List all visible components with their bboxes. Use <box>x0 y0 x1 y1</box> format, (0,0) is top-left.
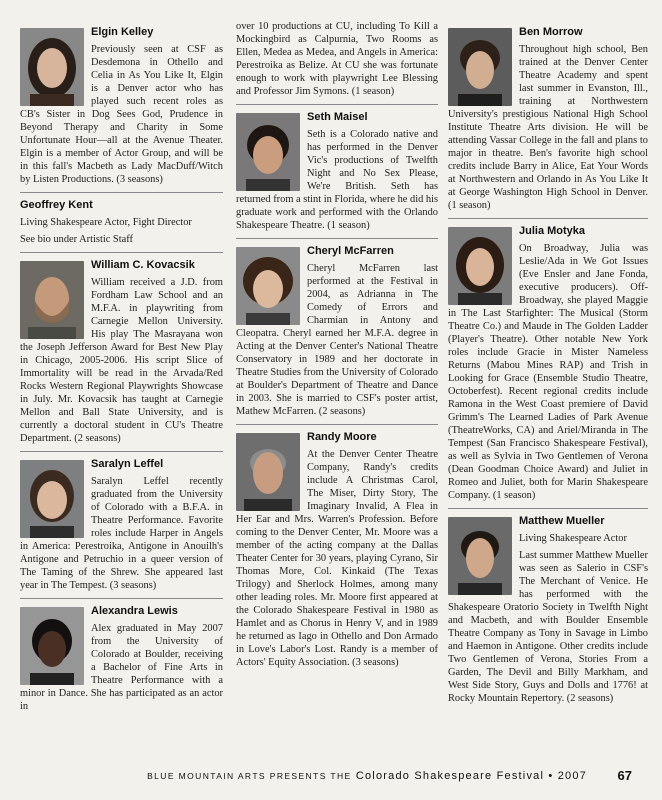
bio-name: Matthew Mueller <box>519 515 605 527</box>
bio-text: Seth is a Colorado native and has performed in the Denver Vic's productions of Twelfth Night and No Sex Please, We're British. Seth has returned from a stint in Florida, where he did his graduate work and performed with the Orlando Shakespeare Theatre. (1 season) <box>236 129 438 231</box>
bio-text: Throughout high school, Ben trained at the Denver Center Theatre Academy and spent last summer in Evanston, Ill., training at Northwestern University's prestigious National High School Institute Theatre Arts division. He will be attending Vassar College in the fall and plans to major in theatre. Ben's favorite high school credits include Barry in Alice, Eat Your Words at Northwestern and Orlando in As You Like It at George Washington High School in Denver. (1 season) <box>448 44 648 211</box>
bio-name: Geoffrey Kent <box>20 199 93 211</box>
bio-text: On Broadway, Julia was Leslie/Ada in We Got Issues (Eve Ensler and Jane Fonda, executive producers). Off-Broadway, she played Maggie in The Last Starfighter: The Musical (Storm Theatre Co.) and Maude in The Golden Ladder (Player's Theatre). Other notable New York roles include Gracie in Mister Nameless Returns (Mabou Mines RAP) and Trish in Looking for Grace (Ensemble Studio Theatre, Octoberfest). Recent regional credits include Ramona in the West Coast premiere of David Grimm's The Learned Ladies of Park Avenue (TheatreWorks, CA) and Ariel/Miranda in The Tempest (San Francisco Shakespeare Festival), as well as Sylvia in Two Gentlemen of Verona (Dean Goodman Choice Award) and Juliet in Romeo and Juliet, both for Marin Shakespeare Company. (1 season) <box>448 243 648 501</box>
bio-name: Julia Motyka <box>519 225 586 237</box>
footer-bullet: • <box>548 770 554 782</box>
bio-name: Ben Morrow <box>519 26 583 38</box>
headshot-saralyn-leffel <box>20 460 84 538</box>
divider <box>236 238 438 239</box>
footer-year: 2007 <box>557 770 587 782</box>
bio-text: William received a J.D. from Fordham Law School and an M.F.A. in playwriting from Carnegie Mellon University. His play The Masrayana won the Joseph Jefferson Award for Best New Play in Chicago, 2005-2006. His script Slice of Immortality will be read in the Arvada/Red Rocks Western Regional Playwrights Showcase in July. Mr. Kovacsik has taught at Carnegie Mellon and Ball State University, and is currently a doctoral student in CU's Theatre Department. (2 seasons) <box>20 277 223 444</box>
bio-text: over 10 productions at CU, including To Kill a Mockingbird as Calpurnia, Two Rooms as Ellen, Medea as Medea, and Angels in America: Perestroika as Belize. At CU she was fortunate enough to work with playwright Lee Blessing and Professor Jim Symons. (1 season) <box>236 21 438 97</box>
bio-julia-motyka <box>448 225 648 502</box>
footer-festival: Colorado Shakespeare Festival <box>355 770 545 782</box>
page-number: 67 <box>617 768 632 783</box>
divider <box>20 451 223 452</box>
bio-role: Living Shakespeare Actor <box>519 533 627 544</box>
footer-credit <box>147 770 587 782</box>
headshot-seth-maisel <box>236 113 300 191</box>
bio-alexandra-lewis <box>20 605 223 713</box>
column-3 <box>448 20 648 705</box>
page-footer <box>0 767 642 789</box>
divider <box>448 508 648 509</box>
footer-presents: BLUE MOUNTAIN ARTS PRESENTS THE <box>147 771 352 781</box>
bio-text: At the Denver Center Theatre Company, Randy's credits include A Christmas Carol, The Miser, Dirty Story, The Imaginary Invalid, A Flea in Her Ear and Mrs. Warren's Profession. Before coming to the Denver Center, Mr. Moore was a member of the acting company at the Dallas Theater Center for 30 years, playing Cyrano, Sir Thomas More, Col. Kinkaid (The Texas Trilogy) and Sherlock Holmes, among many other leading roles. Mr. Moore first appeared at the Colorado Shakespeare Festival in 1980 as Hamlet and as Chorus in Henry V, and in 1989 he returned as Iago in Othello and Don Armado in Love's Labor's Lost. Randy is a member of Actors' Equity Association. (3 seasons) <box>236 449 438 668</box>
bio-name: Cheryl McFarren <box>307 245 394 257</box>
bio-ben-morrow <box>448 26 648 212</box>
bio-name: William C. Kovacsik <box>91 259 195 271</box>
headshot-randy-moore <box>236 433 300 511</box>
headshot-alexandra-lewis <box>20 607 84 685</box>
bio-text: Last summer Matthew Mueller was seen as Salerio in CSF's The Merchant of Venice. He has performed with the Shakespeare Oratorio Society in Twelfth Night and Macbeth, and with Boulder Ensemble Theatre Company as Tony in Savage in Limbo and Haemon in Antigone. Other credits include Two Gentlemen of Verona, Stories From a Garden, The Devil and Billy Markham, and West Side Story, Guys and Dolls and 1776! at Rocky Mountain Repertory. (2 seasons) <box>448 550 648 704</box>
bio-william-kovacsik <box>20 259 223 445</box>
divider <box>20 192 223 193</box>
headshot-william-kovacsik <box>20 261 84 339</box>
headshot-elgin-kelley <box>20 28 84 106</box>
divider <box>236 104 438 105</box>
column-2 <box>236 20 438 669</box>
headshot-ben-morrow <box>448 28 512 106</box>
bio-cheryl-mcfarren <box>236 245 438 418</box>
bio-name: Seth Maisel <box>307 111 368 123</box>
bio-name: Saralyn Leffel <box>91 458 164 470</box>
divider <box>448 218 648 219</box>
bio-matthew-mueller <box>448 515 648 705</box>
bio-text: Alex graduated in May 2007 from the University of Colorado at Boulder, receiving a Bachelor of Fine Arts in Theatre Performance with a minor in Dance. She has participated as an actor in <box>20 623 223 712</box>
divider <box>20 598 223 599</box>
bio-text: Cheryl McFarren last performed at the Festival in 2004, as Adrianna in The Comedy of Errors and Charmian in Antony and Cleopatra. Cheryl earned her M.F.A. degree in Acting at the Denver Center's National Theatre Conservatory in 1989 and her doctorate in Theatre Studies from the University of Colorado at Boulder's Department of Theatre and Dance in 2003. She is married to CSF's poster artist, Mathew McFarren. (2 seasons) <box>236 263 438 417</box>
bio-text: See bio under Artistic Staff <box>20 234 133 245</box>
bio-text: Saralyn Leffel recently graduated from the University of Colorado with a B.F.A. in Theatre Performance. Favorite roles include Harper in Angels in America: Perestroika, Antigone in Anouilh's Antigone and Petruchio in a queer version of The Taming of the Shrew. She appeared last year in The Tempest. (3 seasons) <box>20 476 223 591</box>
bio-name: Alexandra Lewis <box>91 605 178 617</box>
column-1 <box>20 20 223 713</box>
bio-randy-moore <box>236 431 438 669</box>
headshot-matthew-mueller <box>448 517 512 595</box>
bio-name: Randy Moore <box>307 431 377 443</box>
headshot-cheryl-mcfarren <box>236 247 300 325</box>
bio-saralyn-leffel <box>20 458 223 592</box>
bio-geoffrey-kent <box>20 199 223 246</box>
divider <box>20 252 223 253</box>
headshot-julia-motyka <box>448 227 512 305</box>
bio-role: Living Shakespeare Actor, Fight Director <box>20 217 192 228</box>
bio-elgin-kelley <box>20 26 223 186</box>
bio-text: Previously seen at CSF as Desdemona in Othello and Celia in As You Like It, Elgin is a Denver actor who has played such recent roles as CB's Sister in Dog Sees God, Prudence in Beyond Therapy and Charity in Some Unfortunate Hour—all at the Avenue Theater. Elgin is a member of Actor Group, and will be in this fall's Macbeth as Lady MacDuff/Witch by Listen Productions. (3 seasons) <box>20 44 223 185</box>
bio-seth-maisel <box>236 111 438 232</box>
divider <box>236 424 438 425</box>
bio-continued <box>236 20 438 98</box>
bio-name: Elgin Kelley <box>91 26 154 38</box>
